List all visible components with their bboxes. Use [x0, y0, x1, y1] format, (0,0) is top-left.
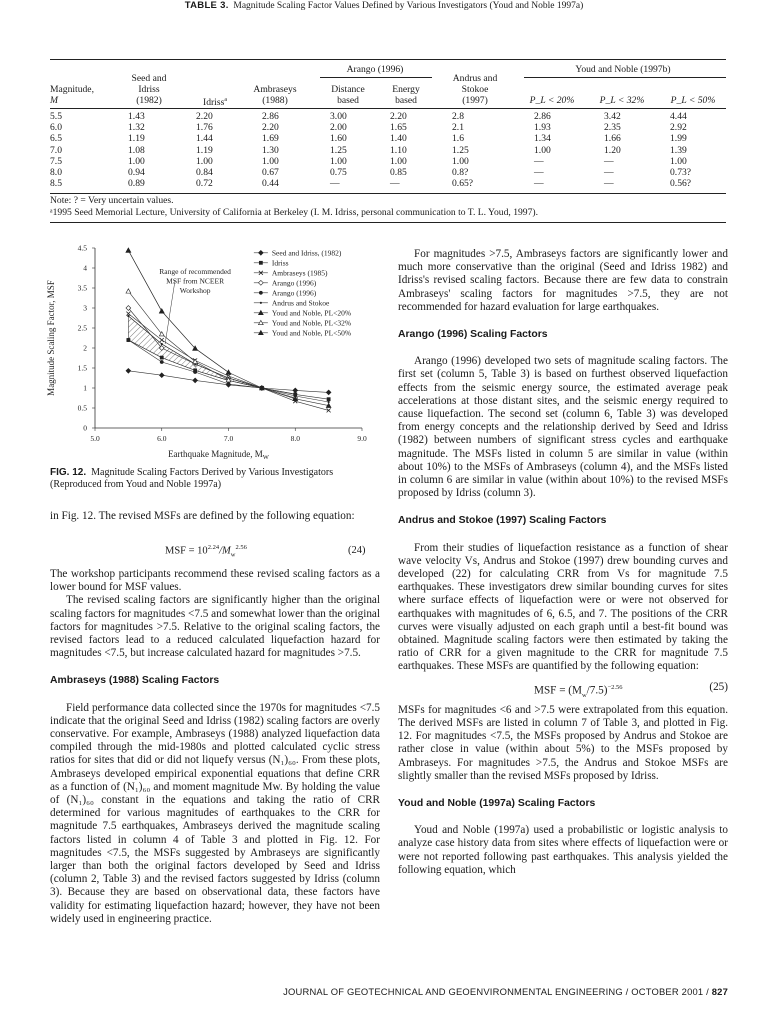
- table-row-magnitude: 6.0: [50, 122, 62, 134]
- data-point: [126, 289, 131, 293]
- legend-label: Andrus and Stokoe: [271, 298, 330, 308]
- y-tick-label: 4.5: [77, 243, 87, 253]
- table-cell: 1.66: [604, 133, 621, 145]
- header-distance-based: Distance based: [331, 84, 365, 106]
- header-magnitude: Magnitude, M: [50, 84, 94, 106]
- table-cell: 1.6: [452, 133, 464, 145]
- equation-24: MSF = $10^{2.24}/M_w^{2.56}$: [165, 544, 247, 559]
- table-cell: 2.20: [262, 122, 279, 134]
- table-row-magnitude: 7.0: [50, 144, 62, 156]
- header-andrus-stokoe: Andrus and Stokoe (1997): [452, 73, 498, 106]
- table-cell: 1.25: [452, 144, 469, 156]
- table-cell: 2.20: [196, 111, 213, 122]
- paragraph: in Fig. 12. The revised MSFs are defined by the following equation:: [50, 510, 355, 522]
- table-cell: 0.44: [262, 178, 279, 190]
- table-row-magnitude: 7.5: [50, 155, 62, 167]
- equation-24-number: (24): [348, 545, 366, 556]
- data-point: [327, 408, 331, 412]
- table-cell: —: [390, 178, 400, 190]
- equation-25-number: (25): [709, 680, 728, 693]
- table-cell: —: [604, 178, 614, 190]
- data-point: [127, 315, 129, 317]
- table-cell: 3.42: [604, 111, 621, 122]
- table-cell: 1.00: [262, 155, 279, 167]
- range-annotation-line: MSF from NCEER: [166, 276, 225, 286]
- data-point: [326, 390, 331, 395]
- x-axis-title: Earthquake Magnitude, $M_W$: [168, 449, 269, 461]
- section-heading-arango: Arango (1996) Scaling Factors: [398, 329, 548, 341]
- legend-label: Youd and Noble, PL<50%: [271, 328, 352, 338]
- header-ambraseys: Ambraseys (1988): [253, 84, 297, 106]
- table-cell: 1.00: [196, 155, 213, 167]
- y-tick-label: 2: [83, 343, 87, 353]
- table-cell: 2.86: [262, 111, 279, 122]
- header-pl20: P_L < 20%: [529, 95, 575, 106]
- legend-label: Youd and Noble, PL<32%: [271, 318, 352, 328]
- table-cell: 1.00: [670, 155, 687, 167]
- left-column: [50, 510, 380, 523]
- table-cell: 1.10: [390, 144, 407, 156]
- table-cell: 0.56?: [670, 178, 692, 190]
- table-cell: 2.00: [330, 122, 347, 134]
- paragraph: The revised scaling factors are significantly higher than the original scaling factors for magnitudes <7.5 and somewhat lower than the original factors for magnitudes >7.5. Relative to the original scaling factors, the revised factors lead to a reduced calculated liquefaction hazard for magnitudes <7.5, but increase calculated hazard for magnitudes >7.5.: [50, 594, 380, 660]
- table-cell: 1.19: [196, 144, 213, 156]
- table-cell: —: [534, 167, 544, 178]
- data-point: [226, 370, 231, 374]
- table-cell: 2.8: [452, 111, 464, 122]
- x-tick-label: 9.0: [357, 434, 367, 443]
- table-cell: 1.93: [534, 122, 551, 134]
- data-point: [193, 370, 197, 374]
- table-header-rule: [50, 108, 726, 109]
- paragraph: Arango (1996) developed two sets of magnitude scaling factors. The first set (column 5, Table 3) is based on furthest observed liquefaction effects from the seismic energy source, the estimated average peak accelerations at those distant sites, and the seismic energy required to cause liquefaction. The second set (column 6, Table 3) was developed from energy concepts and the relationship derived by Seed and Idriss (1982) between numbers of significant stress cycles and earthquake magnitude. The MSFs listed in column 5 are similar in value (within about 10%) to the MSFs of Ambraseys (column 4), and the MSFs listed in column 6 are similar in value (within about 10%) to the revised MSFs proposed by Idriss (column 3).: [398, 355, 728, 500]
- group-header-arango: Arango (1996): [346, 64, 404, 75]
- table-row-magnitude: 8.5: [50, 178, 62, 190]
- table-cell: 0.72: [196, 178, 213, 190]
- header-seed-idriss: Seed and Idriss (1982): [131, 73, 167, 106]
- y-tick-label: 3.5: [77, 283, 87, 293]
- table-cell: 0.65?: [452, 178, 474, 190]
- table-cell: 1.20: [604, 144, 621, 156]
- table-cell: 1.32: [128, 122, 145, 134]
- x-axis-title-sub: W: [262, 454, 269, 461]
- table-top-rule: [50, 59, 726, 60]
- left-column-body: [50, 568, 380, 926]
- header-pl50: P_L < 50%: [670, 95, 716, 106]
- legend-label: Seed and Idriss, (1982): [271, 248, 342, 258]
- header-energy-based: Energy based: [392, 84, 420, 106]
- table-end-rule: [50, 222, 726, 223]
- equation-25: MSF = $(M_w/7.5)^{-2.56}$ (25): [534, 680, 728, 699]
- section-heading-ambraseys: Ambraseys (1988) Scaling Factors: [50, 675, 220, 687]
- table-cell: 1.00: [390, 155, 407, 167]
- table-cell: 1.43: [128, 111, 145, 122]
- table-cell: 1.00: [330, 155, 347, 167]
- table-cell: —: [330, 178, 340, 190]
- table-cell: 1.25: [330, 144, 347, 156]
- y-tick-label: 4: [83, 263, 87, 273]
- recommended-range-band: [128, 316, 262, 388]
- table-cell: —: [534, 155, 544, 167]
- table-cell: 1.34: [534, 133, 551, 145]
- y-tick-label: 2.5: [77, 323, 87, 333]
- paragraph: MSFs for magnitudes <6 and >7.5 were extrapolated from this equation. The derived MSFs are listed in column 7 of Table 3, and plotted in Fig. 12. For magnitudes <7.5, the MSFs proposed by Andrus and Stokoe are rather close in value (within about 5%) to the MSFs proposed by Ambraseys. For magnitudes >7.5, the Andrus and Stokoe MSFs are slightly smaller than the revised MSFs proposed by Idriss.: [398, 703, 728, 782]
- x-tick-label: 8.0: [290, 434, 300, 443]
- msf-chart: [40, 240, 380, 465]
- table-caption: TABLE 3. Magnitude Scaling Factor Values Defined by Various Investigators (Youd and Noble 1997a): [184, 0, 584, 11]
- paragraph: Youd and Noble (1997a) used a probabilistic or logistic analysis to analyze case history data from sites where effects of liquefaction were or were not reported following past earthquakes. This analysis yielded the following equation, which: [398, 824, 728, 876]
- table-cell: 0.94: [128, 167, 145, 178]
- table-cell: 1.44: [196, 133, 213, 145]
- table-cell: 1.69: [262, 133, 279, 145]
- data-point: [193, 378, 198, 383]
- annotation-arrow: [165, 280, 175, 344]
- x-tick-label: 6.0: [157, 434, 167, 443]
- table-cell: 1.00: [534, 144, 551, 156]
- x-tick-label: 7.0: [223, 434, 234, 443]
- table-cell: 1.65: [390, 122, 407, 134]
- legend-marker: [259, 261, 263, 265]
- header-pl32: P_L < 32%: [599, 95, 645, 106]
- legend-label: Idriss: [271, 258, 289, 268]
- table-cell: 1.00: [128, 155, 145, 167]
- legend-label: Arango (1996): [271, 288, 317, 298]
- table-cell: 2.92: [670, 122, 687, 134]
- figure-caption: FIG. 12. Magnitude Scaling Factors Derived by Various Investigators (Reproduced from Youd and Noble 1997a): [50, 467, 334, 490]
- data-point: [227, 382, 231, 386]
- table-row-magnitude: 5.5: [50, 111, 62, 122]
- data-point: [126, 338, 130, 342]
- table-cell: 0.8?: [452, 167, 469, 178]
- right-column: [398, 248, 728, 877]
- table-bottom-rule: [50, 193, 726, 194]
- table-row-magnitude: 8.0: [50, 167, 62, 178]
- table-cell: 2.35: [604, 122, 621, 134]
- data-point: [126, 368, 131, 373]
- y-tick-label: 0.5: [77, 403, 87, 413]
- table-cell: 1.39: [670, 144, 687, 156]
- table-note: Note: ? = Very uncertain values.: [50, 195, 174, 206]
- table-cell: 2.20: [390, 111, 407, 122]
- legend-marker: [260, 302, 262, 304]
- table-cell: 1.60: [330, 133, 347, 145]
- legend-label: Arango (1996): [271, 278, 317, 288]
- y-axis-title: Magnitude Scaling Factor, MSF: [46, 280, 56, 396]
- paragraph: For magnitudes >7.5, Ambraseys factors are significantly lower and much more conservative than the original (Seed and Idriss 1982) and Idriss's revised scaling factors. Because there are few data to constrain Ambraseys' scaling factors for magnitudes >7.5, they are not recommended for hazard evaluation for large earthquakes.: [398, 248, 728, 313]
- table-cell: 1.40: [390, 133, 407, 145]
- y-tick-label: 0: [83, 423, 87, 433]
- table-cell: —: [534, 178, 544, 190]
- table-cell: 0.73?: [670, 167, 692, 178]
- y-tick-label: 1: [83, 383, 87, 393]
- section-heading-youd: Youd and Noble (1997a) Scaling Factors: [398, 797, 596, 809]
- table-cell: —: [604, 167, 614, 178]
- paragraph: The workshop participants recommend these revised scaling factors as a lower bound for MSF values.: [50, 568, 380, 594]
- range-annotation-line: Range of recommended: [159, 267, 231, 276]
- table-cell: 1.76: [196, 122, 213, 134]
- legend-label: Ambraseys (1985): [271, 268, 328, 278]
- table-cell: 1.19: [128, 133, 145, 145]
- data-point: [159, 309, 164, 313]
- table-cell: —: [604, 155, 614, 167]
- table-cell: 2.86: [534, 111, 551, 122]
- data-point: [160, 356, 164, 360]
- y-tick-label: 3: [83, 303, 87, 313]
- legend-label: Youd and Noble, PL<20%: [271, 308, 352, 318]
- table-footnote: ᵃ1995 Seed Memorial Lecture, University of California at Berkeley (I. M. Idriss, personal communication to T. L. Youd, 1997).: [50, 207, 538, 218]
- table-cell: 0.85: [390, 167, 407, 178]
- data-point: [126, 248, 131, 252]
- data-point: [293, 388, 298, 393]
- legend-marker: [259, 291, 263, 295]
- group-header-youd: Youd and Noble (1997b): [575, 64, 671, 75]
- data-point: [159, 373, 164, 378]
- page-footer: JOURNAL OF GEOTECHNICAL AND GEOENVIRONMENTAL ENGINEERING / OCTOBER 2001 / 827: [283, 986, 728, 997]
- table-cell: 0.89: [128, 178, 145, 190]
- y-tick-label: 1.5: [77, 363, 87, 373]
- paragraph: Field performance data collected since the 1970s for magnitudes <7.5 indicate that the original Seed and Idriss (1982) scaling factors are overly conservative. For example, Ambraseys (1988) analyzed liquefaction data compiled through the mid-1980s and plotted calculated cyclic stress ratios for sites that did or did not liquefy versus (N₁)₆₀. From these plots, Ambraseys developed empirical exponential equations that define CRR as a function of (N₁)₆₀ and moment magnitude Mw. By holding the value of (N₁)₆₀ constant in the equations and taking the ratio of CRR determined for various magnitudes of earthquakes to the CRR for magnitude 7.5 earthquakes, Ambraseys derived the magnitude scaling factors listed in column 4 of Table 3 and plotted in Fig. 12. For magnitudes <7.5, the MSFs suggested by Ambraseys are significantly larger than both the original factors developed by Seed and Idriss (column 2, Table 3) and the revised factors suggested by Idriss (column 3). Because they are based on observational data, these factors have validity for estimating liquefaction hazard; however, they have not been widely used in engineering practice.: [50, 701, 380, 925]
- table-cell: 0.67: [262, 167, 279, 178]
- x-tick-label: 5.0: [90, 434, 100, 443]
- data-point: [160, 338, 164, 342]
- table-cell: 1.30: [262, 144, 279, 156]
- table-row-magnitude: 6.5: [50, 133, 62, 145]
- group-rule-youd: [524, 77, 726, 78]
- page-number: 827: [711, 986, 728, 997]
- table-cell: 1.08: [128, 144, 145, 156]
- table-cell: 3.00: [330, 111, 347, 122]
- section-heading-andrus: Andrus and Stokoe (1997) Scaling Factors: [398, 515, 607, 527]
- header-idriss: Idriss$^a$: [203, 97, 227, 109]
- range-annotation-line: Workshop: [179, 286, 211, 295]
- table-cell: 0.75: [330, 167, 347, 178]
- paragraph: From their studies of liquefaction resistance as a function of shear wave velocity Vs, Andrus and Stokoe (1997) drew bounding curves and developed (22) for calculating CRR from Vs for magnitude 7.5 earthquakes. These investigators drew similar bounding curves for sites where surface effects of liquefaction were or were not observed for earthquakes with magnitudes of 6, 6.5, and 7. The positions of the CRR curves were visually adjusted on each graph until a best-fit bound was obtained. Magnitude scaling factors were then estimated by taking the ratio of CRR for a given magnitude to the CRR for magnitude 7.5 earthquakes. These MSFs are quantified by the following equation:: [398, 541, 728, 673]
- table-cell: 0.84: [196, 167, 213, 178]
- data-point: [327, 397, 331, 401]
- table-cell: 1.00: [452, 155, 469, 167]
- table-cell: 2.1: [452, 122, 464, 134]
- group-rule-arango: [320, 77, 432, 78]
- table-cell: 1.99: [670, 133, 687, 145]
- table-cell: 4.44: [670, 111, 687, 122]
- data-point: [161, 343, 163, 345]
- data-point: [160, 360, 164, 364]
